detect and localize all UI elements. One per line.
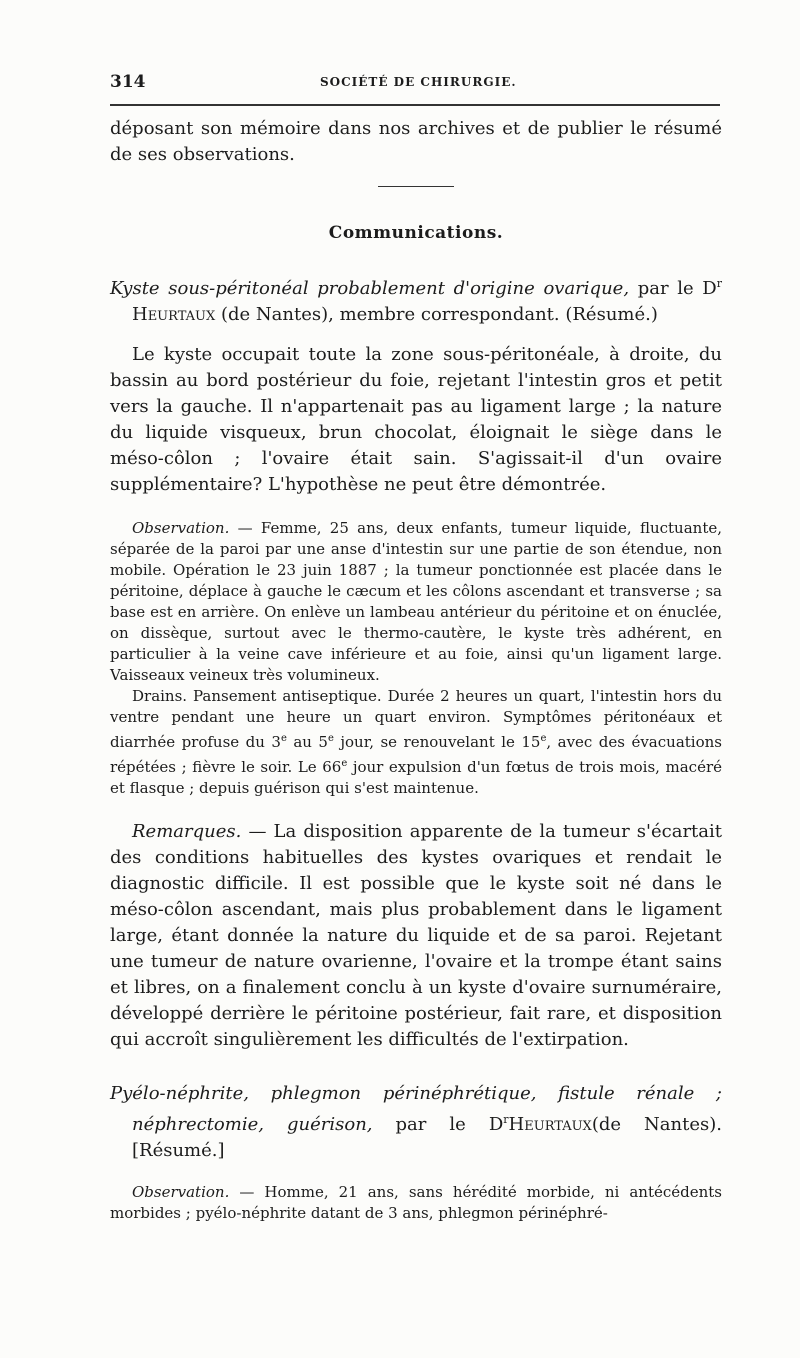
article1-observation	[110, 518, 722, 686]
article2-author: Heurtaux	[508, 1114, 592, 1135]
article1-affiliation: (de Nantes), membre correspondant. (Résumé.)	[215, 304, 658, 325]
drains-text-4: , avec des évacuations répétées ; fièvre le soir. Le 66	[110, 733, 722, 776]
observation-label: Observation.	[132, 519, 230, 537]
section-heading: Communications.	[328, 223, 504, 243]
header-rule	[110, 104, 720, 106]
drains-text-1: Drains. Pansement antiseptique. Durée 2 heures un quart, l'intestin hors du ventre pendant une heure un quart environ. Symptômes péritonéaux et diarrhée profuse du 3	[110, 687, 722, 751]
article1-title-sup: r	[716, 277, 722, 290]
page-number: 314	[110, 72, 146, 92]
article2-title-sup: r	[503, 1113, 509, 1126]
article2-title-par: par le D	[372, 1114, 504, 1135]
remarks-text: — La disposition apparente de la tumeur s'écartait des conditions habituelles des kystes ovariques et rendait le diagnostic difficile. Il est possible que le kyste soit né dans le méso-côlon ascendant, mais plus probablement dans le ligament large, étant donnée la nature du liquide et de sa paroi. Rejetant une tumeur de nature ovarienne, l'ovaire et la trompe étant sains et libres, on a finalement conclu à un kyste d'ovaire surnuméraire, développé derrière le péritoine postérieur, fait rare, et disposition qui accroît singulièrement les difficultés de l'extirpation.	[110, 821, 722, 1050]
article2-observation	[110, 1182, 722, 1224]
article1-author: Heurtaux	[132, 304, 216, 325]
section-separator	[378, 186, 454, 187]
drains-sup-3: e	[540, 733, 547, 744]
article1-title-par: par le D	[629, 278, 717, 299]
page-body	[110, 116, 722, 1224]
article1-title-text: Kyste sous-péritonéal probablement d'origine ovarique,	[110, 278, 630, 299]
article1-drains	[110, 686, 722, 799]
drains-text-3: jour, se renouvelant le 15	[333, 733, 541, 751]
article2-observation-text: — Homme, 21 ans, sans hérédité morbide, ni antécédents morbides ; pyélo-néphrite datant de 3 ans, phlegmon périnéphré-	[110, 1183, 722, 1222]
drains-text-5: jour expulsion d'un fœtus de trois mois, macéré et flasque ; depuis guérison qui s'est maintenue.	[110, 758, 722, 797]
article2-affiliation: (de Nantes). [Résumé.]	[132, 1114, 722, 1161]
article1-remarks	[110, 819, 722, 1053]
page-header	[110, 72, 720, 102]
running-head: SOCIÉTÉ DE CHIRURGIE.	[320, 75, 517, 89]
drains-sup-4: e	[341, 758, 348, 769]
article2-observation-label: Observation.	[132, 1183, 230, 1201]
observation-text: — Femme, 25 ans, deux enfants, tumeur liquide, fluctuante, séparée de la paroi par une anse d'intestin sur une partie de son étendue, non mobile. Opération le 23 juin 1887 ; la tumeur ponctionnée est placée dans le péritoine, déplace à gauche le cæcum et les côlons ascendant et transverse ; sa base est en arrière. On enlève un lambeau antérieur du péritoine et on énuclée, on dissèque, surtout avec le thermo-cautère, le kyste très adhérent, en particulier à la veine cave inférieure et au foie, ainsi qu'un ligament large. Vaisseaux veineux très volumineux.	[110, 519, 722, 684]
drains-text-2: au 5	[286, 733, 328, 751]
article2-title-text: Pyélo-néphrite, phlegmon périnéphrétique, fistule rénale ; néphrectomie, guérison,	[110, 1083, 722, 1135]
article2-title	[110, 1081, 722, 1164]
drains-sup-1: e	[280, 733, 287, 744]
remarks-label: Remarques.	[132, 821, 242, 842]
article1-title	[110, 271, 722, 328]
intro-paragraph: déposant son mémoire dans nos archives et de publier le résumé de ses observations.	[110, 118, 722, 165]
drains-sup-2: e	[327, 733, 334, 744]
article1-summary: Le kyste occupait toute la zone sous-péritonéale, à droite, du bassin au bord postérieur du foie, rejetant l'intestin gros et petit vers la gauche. Il n'appartenait pas au ligament large ; la nature du liquide visqueux, brun chocolat, éloignait le siège dans le méso-côlon ; l'ovaire était sain. S'agissait-il d'un ovaire supplémentaire? L'hypothèse ne peut être démontrée.	[110, 344, 722, 495]
